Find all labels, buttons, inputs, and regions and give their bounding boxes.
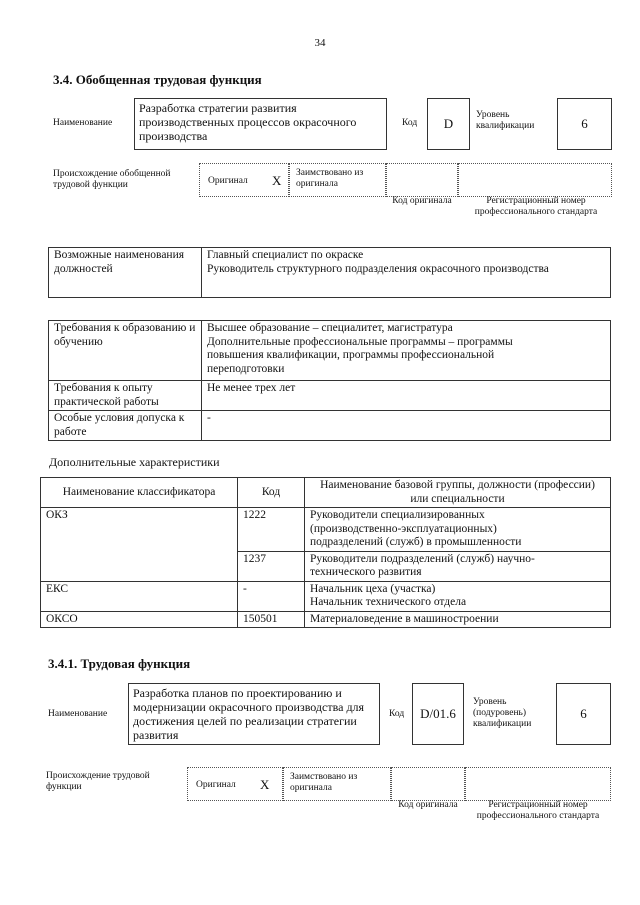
special-conditions-label: Особые условия допуска к работе [49,411,202,441]
code-value: D [443,116,454,131]
sub-name-label: Наименование [48,709,108,719]
eks-group-line: Начальник технического отдела [310,596,467,608]
code-box [427,98,470,150]
additional-title: Дополнительные характеристики [49,455,220,469]
okz-code: 1237 [238,551,305,581]
borrowed-label: Заимствовано из оригинала [296,168,364,189]
header-classifier: Наименование классификатора [41,478,238,508]
education-label: Требования к образованию и обучению [49,321,202,381]
function-name-box [134,98,387,150]
okz-group [305,508,611,552]
experience-label: Требования к опыту практической работы [49,381,202,411]
education-line: Дополнительные профессиональные программы – программы [207,335,513,348]
okso-group: Материаловедение в машиностроении [305,611,611,628]
sub-original-label: Оригинал [196,780,236,790]
sub-function-name-box [128,683,380,745]
header-code: Код [238,478,305,508]
level-box [557,98,612,150]
origin-code-cell [386,163,458,197]
sub-reg-number-caption: Регистрационный номер профессионального стандарта [476,800,600,821]
education-line: переподготовки [207,362,285,375]
eks-label: ЕКС [41,581,238,611]
sub-code-label: Код [389,709,405,719]
header-group: Наименование базовой группы, должности (профессии) или специальности [305,478,611,508]
sub-level-label: Уровень (подуровень) квалификации [473,697,532,729]
original-mark: X [272,173,282,188]
requirements-table [48,320,611,441]
sub-code-value: D/01.6 [420,706,456,721]
level-label: Уровень квалификации [476,110,535,131]
okz-group-line: Руководители специализированных [310,509,485,521]
sub-borrowed-label: Заимствовано из оригинала [290,772,358,793]
okz-group-line: Руководители подразделений (служб) научно- [310,552,535,565]
borrowed-cell [289,163,386,197]
position-line: Главный специалист по окраске [207,249,364,261]
okz-group-line: технического развития [310,566,422,578]
education-line: повышения квалификации, программы профессиональной [207,349,495,361]
okz-label: ОКЗ [41,508,238,582]
positions-table [48,247,611,298]
sub-function-name-value: Разработка планов по проектированию и модернизации окрасочного производства для достижения целей по реализации стратегии развития [133,686,365,742]
sub-original-cell [187,767,283,801]
origin-label: Происхождение обобщенной трудовой функции [53,169,171,190]
positions-label: Возможные наименования должностей [49,248,202,298]
level-value: 6 [581,116,588,131]
okz-group [305,551,611,581]
okz-group-line: подразделений (служб) в промышленности [310,536,522,548]
sub-borrowed-cell [283,767,391,801]
okz-code: 1222 [238,508,305,552]
sub-code-box [412,683,464,745]
original-cell [199,163,289,197]
origin-code-caption: Код оригинала [392,196,452,206]
sub-level-box [556,683,611,745]
education-line: Высшее образование – специалитет, магистратура [207,322,453,334]
eks-group [305,581,611,611]
section-title: 3.4. Обобщенная трудовая функция [53,72,262,87]
okz-group-line: (производственно-эксплуатационных) [310,522,497,535]
classifiers-table [40,477,611,628]
okso-label: ОКСО [41,611,238,628]
positions-values [202,248,611,298]
original-label: Оригинал [208,176,248,186]
experience-value: Не менее трех лет [202,381,611,411]
education-values [202,321,611,381]
function-name-value: Разработка стратегии развития производственных процессов окрасочного производства [139,101,357,143]
sub-original-mark: X [260,777,270,792]
sub-origin-code-caption: Код оригинала [398,800,458,810]
reg-number-caption: Регистрационный номер профессионального стандарта [474,196,598,217]
code-label: Код [402,118,418,128]
okso-code: 150501 [238,611,305,628]
name-label: Наименование [53,118,113,128]
sub-level-value: 6 [580,706,587,721]
position-line: Руководитель структурного подразделения окрасочного производства [207,262,549,275]
subsection-title: 3.4.1. Трудовая функция [48,656,191,671]
page-number: 34 [314,37,326,49]
special-conditions-value: - [202,411,611,441]
reg-number-cell [458,163,612,197]
sub-origin-code-cell [391,767,465,801]
sub-reg-number-cell [465,767,611,801]
eks-group-line: Начальник цеха (участка) [310,582,436,595]
eks-code: - [238,581,305,611]
sub-origin-label: Происхождение трудовой функции [46,771,150,792]
